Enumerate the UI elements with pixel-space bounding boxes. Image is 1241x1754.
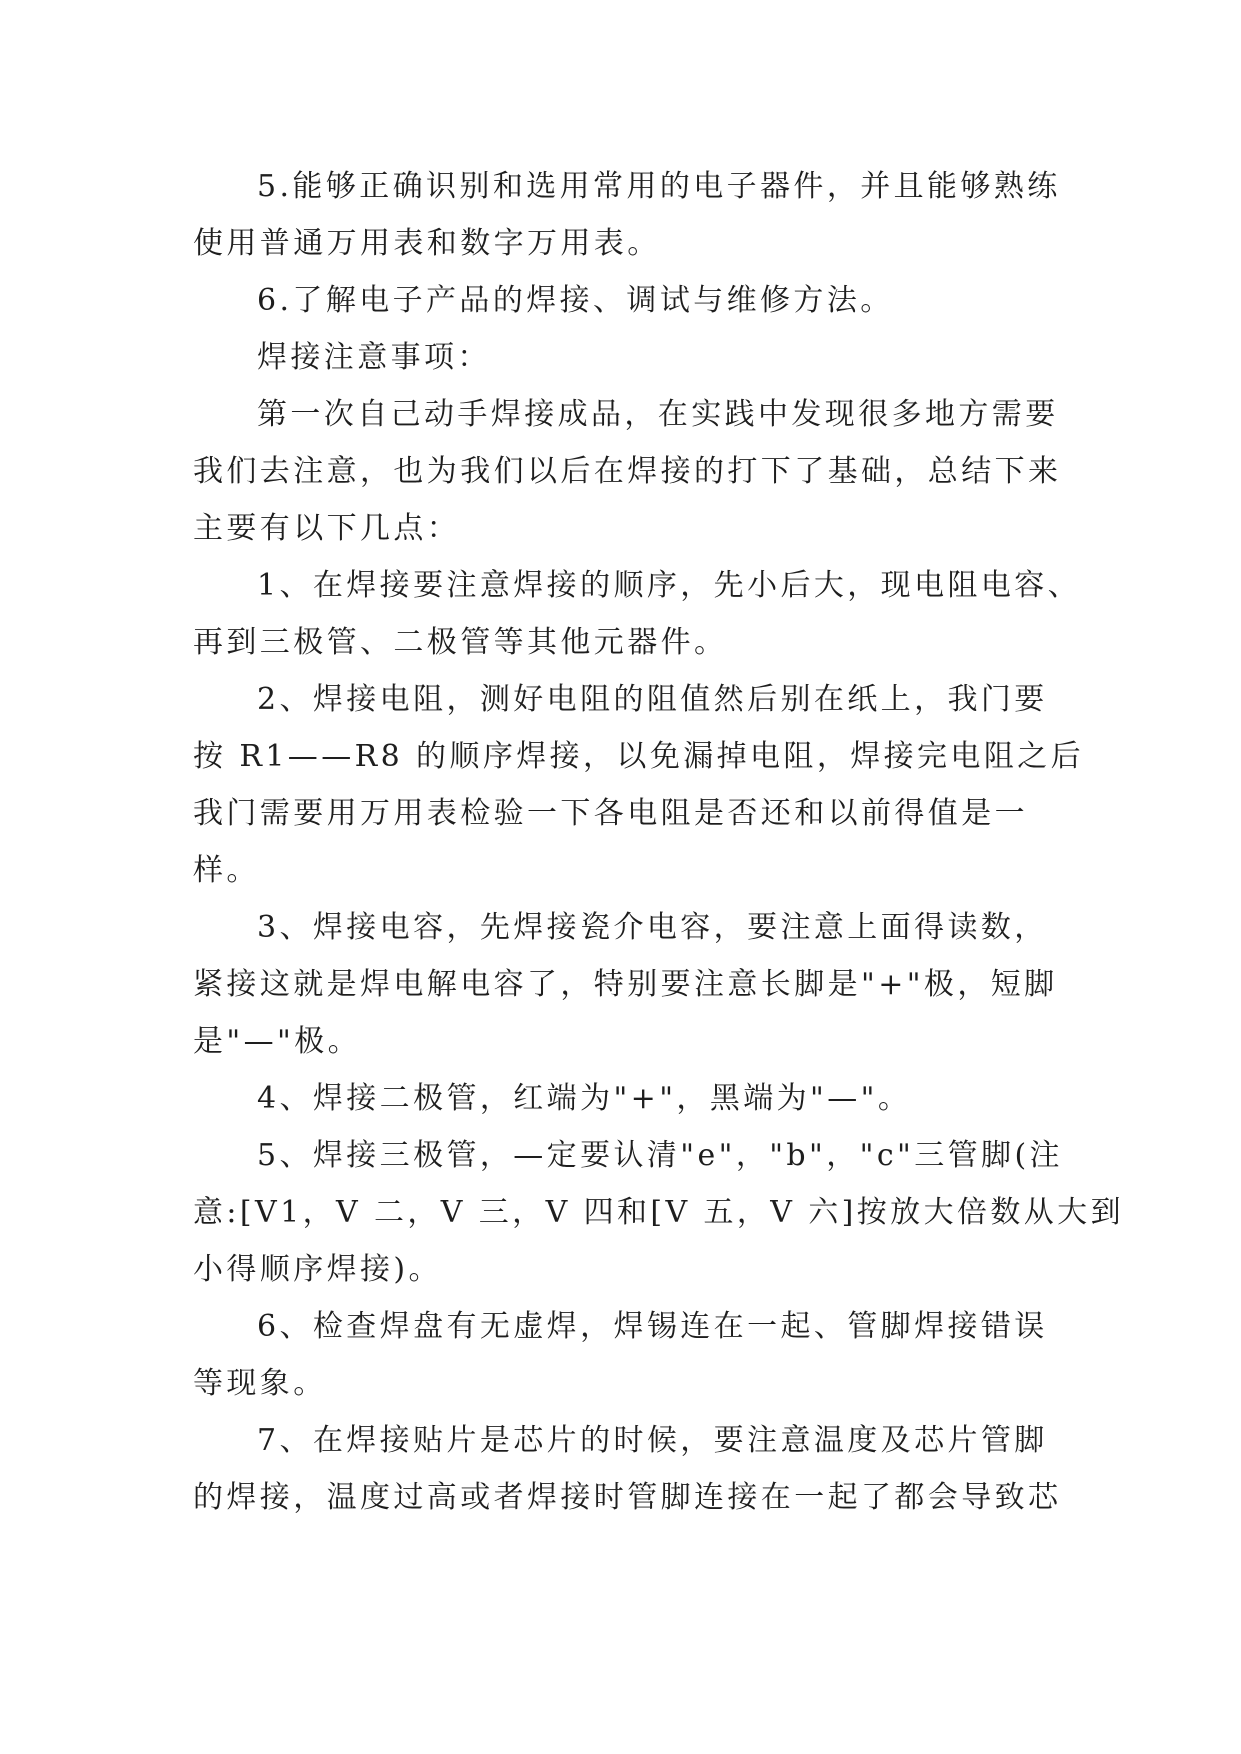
text-line: 再到三极管、二极管等其他元器件。: [193, 625, 728, 660]
paragraph-objective-5: [193, 158, 1061, 272]
section-heading: [193, 329, 1053, 386]
text-line: 主要有以下几点：: [193, 511, 461, 546]
text-line: 意:[V1，V 二，V 三，V 四和[V 五，V 六]按放大倍数从大到: [193, 1195, 1124, 1230]
document-body: [193, 158, 1124, 1526]
text-line: 5、焊接三极管，—定要认清"e"，"b"，"c"三管脚(注: [257, 1138, 1063, 1173]
text-line: 我们去注意，也为我们以后在焊接的打下了基础，总结下来: [193, 454, 1062, 489]
text-line: 按 R1——R8 的顺序焊接，以免漏掉电阻，焊接完电阻之后: [193, 739, 1085, 774]
text-line: 6.了解电子产品的焊接、调试与维修方法。: [257, 283, 894, 318]
text-line: 我门需要用万用表检验一下各电阻是否还和以前得值是一: [193, 796, 1028, 831]
text-line: 是"—"极。: [193, 1024, 361, 1059]
text-line: 5.能够正确识别和选用常用的电子器件，并且能够熟练: [257, 169, 1061, 204]
text-line: 焊接注意事项：: [257, 340, 491, 375]
text-line: 7、在焊接贴片是芯片的时候，要注意温度及芯片管脚: [257, 1423, 1048, 1458]
text-line: 4、焊接二极管，红端为"+"，黑端为"—"。: [257, 1081, 912, 1116]
paragraph-point-7: [193, 1412, 1062, 1526]
paragraph-point-1: [193, 557, 1082, 671]
paragraph-intro: [193, 386, 1062, 557]
paragraph-point-4: [193, 1070, 1053, 1127]
text-line: 第一次自己动手焊接成品，在实践中发现很多地方需要: [257, 397, 1059, 432]
text-line: 使用普通万用表和数字万用表。: [193, 226, 661, 261]
text-line: 小得顺序焊接)。: [193, 1252, 442, 1287]
text-line: 6、检查焊盘有无虚焊，焊锡连在一起、管脚焊接错误: [257, 1309, 1048, 1344]
paragraph-point-2: [193, 671, 1085, 899]
text-line: 2、焊接电阻，测好电阻的阻值然后别在纸上，我门要: [257, 682, 1048, 717]
text-line: 紧接这就是焊电解电容了，特别要注意长脚是"+"极，短脚: [193, 967, 1058, 1002]
paragraph-point-6: [193, 1298, 1053, 1412]
text-line: 的焊接，温度过高或者焊接时管脚连接在一起了都会导致芯: [193, 1480, 1062, 1515]
paragraph-point-3: [193, 899, 1058, 1070]
paragraph-objective-6: [193, 272, 1053, 329]
text-line: 样。: [193, 853, 260, 888]
text-line: 等现象。: [193, 1366, 327, 1401]
paragraph-point-5: [193, 1127, 1124, 1298]
text-line: 3、焊接电容，先焊接瓷介电容，要注意上面得读数，: [257, 910, 1048, 945]
text-line: 1、在焊接要注意焊接的顺序，先小后大，现电阻电容、: [257, 568, 1082, 603]
